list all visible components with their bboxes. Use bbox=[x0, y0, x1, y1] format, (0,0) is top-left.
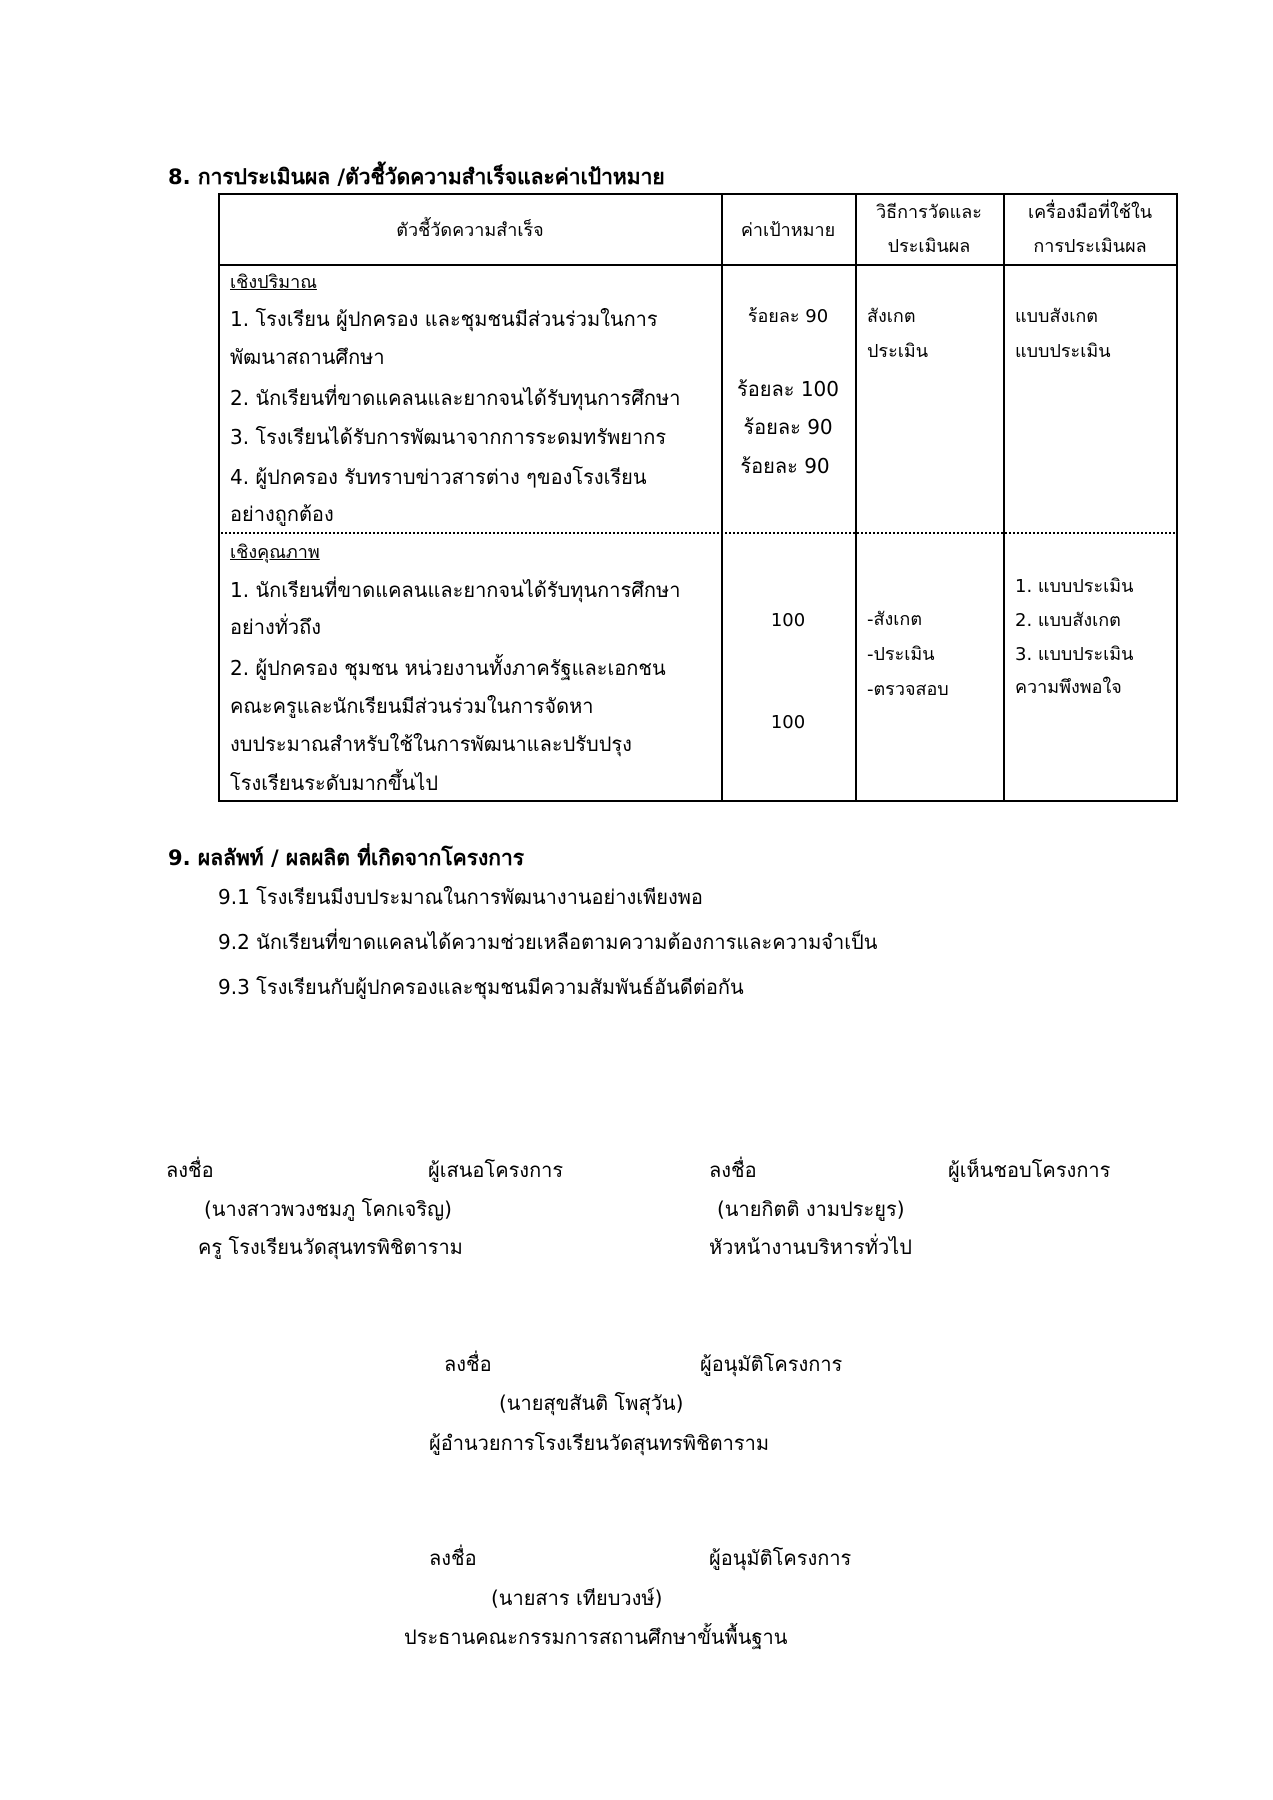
indicator-line: 1. นักเรียนที่ขาดแคลนและยากจนได้รับทุนการศึกษา bbox=[230, 578, 681, 602]
indicator-line: พัฒนาสถานศึกษา bbox=[230, 345, 385, 369]
indicator-line: 2. นักเรียนที่ขาดแคลนและยากจนได้รับทุนการศึกษา bbox=[230, 386, 681, 410]
signer-role: ผู้เสนอโครงการ bbox=[428, 1158, 564, 1182]
col-line bbox=[1176, 193, 1178, 802]
signer-position: หัวหน้างานบริหารทั่วไป bbox=[709, 1235, 912, 1259]
tool-value: 2. แบบสังเกต bbox=[1015, 610, 1121, 631]
header-tools: การประเมินผล bbox=[1033, 236, 1147, 257]
col-line bbox=[855, 193, 857, 802]
signer-position: ประธานคณะกรรมการสถานศึกษาขั้นพื้นฐาน bbox=[404, 1625, 788, 1649]
signer-position: ผู้อำนวยการโรงเรียนวัดสุนทรพิชิตาราม bbox=[429, 1431, 770, 1455]
indicator-line: อย่างถูกต้อง bbox=[230, 502, 334, 526]
section-9-title: 9. ผลลัพท์ / ผลผลิต ที่เกิดจากโครงการ bbox=[168, 846, 525, 870]
header-method: ประเมินผล bbox=[887, 236, 971, 257]
header-divider bbox=[218, 264, 1178, 266]
sign-label: ลงชื่อ bbox=[166, 1158, 214, 1182]
indicator-line: งบประมาณสำหรับใช้ในการพัฒนาและปรับปรุง bbox=[230, 732, 632, 756]
outcome-item: 9.3 โรงเรียนกับผู้ปกครองและชุมชนมีความสัมพันธ์อันดีต่อกัน bbox=[218, 975, 744, 999]
method-value: -ตรวจสอบ bbox=[867, 679, 949, 700]
signer-role: ผู้อนุมัติโครงการ bbox=[700, 1352, 843, 1376]
indicator-line: 2. ผู้ปกครอง ชุมชน หน่วยงานทั้งภาครัฐและเอกชน bbox=[230, 656, 666, 680]
indicator-line: 1. โรงเรียน ผู้ปกครอง และชุมชนมีส่วนร่วมในการ bbox=[230, 307, 658, 331]
indicator-line: คณะครูและนักเรียนมีส่วนร่วมในการจัดหา bbox=[230, 694, 594, 718]
signer-role: ผู้เห็นชอบโครงการ bbox=[948, 1158, 1111, 1182]
section-divider bbox=[218, 532, 1178, 534]
table-border-top bbox=[218, 193, 1178, 195]
target-value: ร้อยละ 90 bbox=[747, 306, 829, 327]
col-line bbox=[1003, 193, 1005, 802]
signer-name: (นายสุขสันติ โพสุวัน) bbox=[499, 1391, 684, 1415]
signer-position: ครู โรงเรียนวัดสุนทรพิชิตาราม bbox=[198, 1235, 463, 1259]
col-line bbox=[218, 193, 220, 802]
target-value: 100 bbox=[770, 610, 806, 631]
method-value: ประเมิน bbox=[867, 341, 929, 362]
outcome-item: 9.2 นักเรียนที่ขาดแคลนได้ความช่วยเหลือตามความต้องการและความจำเป็น bbox=[218, 930, 878, 954]
signer-name: (นายกิตติ งามประยูร) bbox=[717, 1197, 905, 1221]
indicator-line: 4. ผู้ปกครอง รับทราบข่าวสารต่าง ๆของโรงเรียน bbox=[230, 465, 647, 489]
tool-value: ความพึงพอใจ bbox=[1015, 677, 1122, 698]
col-line bbox=[721, 193, 723, 802]
header-target: ค่าเป้าหมาย bbox=[740, 220, 836, 241]
qualitative-label: เชิงคุณภาพ bbox=[230, 542, 320, 563]
method-value: -ประเมิน bbox=[867, 644, 935, 665]
indicator-line: โรงเรียนระดับมากขึ้นไป bbox=[230, 771, 439, 795]
header-indicator: ตัวชี้วัดความสำเร็จ bbox=[396, 220, 544, 241]
tool-value: แบบประเมิน bbox=[1015, 341, 1111, 362]
method-value: สังเกต bbox=[867, 306, 916, 327]
sign-label: ลงชื่อ bbox=[429, 1546, 477, 1570]
sign-label: ลงชื่อ bbox=[709, 1158, 757, 1182]
target-value: ร้อยละ 90 bbox=[743, 415, 833, 439]
signer-name: (นางสาวพวงชมภู โคกเจริญ) bbox=[204, 1197, 452, 1221]
signer-name: (นายสาร เทียบวงษ์) bbox=[491, 1586, 663, 1610]
header-method: วิธีการวัดและ bbox=[876, 202, 982, 223]
indicator-line: อย่างทั่วถึง bbox=[230, 615, 322, 639]
tool-value: แบบสังเกต bbox=[1015, 306, 1098, 327]
indicator-line: 3. โรงเรียนได้รับการพัฒนาจากการระดมทรัพยากร bbox=[230, 425, 667, 449]
target-value: ร้อยละ 100 bbox=[736, 377, 840, 401]
table-border-bottom bbox=[218, 800, 1178, 802]
target-value: ร้อยละ 90 bbox=[740, 454, 830, 478]
method-value: -สังเกต bbox=[867, 609, 923, 630]
section-8-title: 8. การประเมินผล /ตัวชี้วัดความสำเร็จและค่าเป้าหมาย bbox=[168, 165, 665, 189]
quantitative-label: เชิงปริมาณ bbox=[230, 272, 317, 293]
tool-value: 1. แบบประเมิน bbox=[1015, 576, 1134, 597]
tool-value: 3. แบบประเมิน bbox=[1015, 644, 1134, 665]
signer-role: ผู้อนุมัติโครงการ bbox=[709, 1546, 852, 1570]
header-tools: เครื่องมือที่ใช้ใน bbox=[1027, 202, 1153, 223]
sign-label: ลงชื่อ bbox=[444, 1352, 492, 1376]
outcome-item: 9.1 โรงเรียนมีงบประมาณในการพัฒนางานอย่างเพียงพอ bbox=[218, 885, 703, 909]
target-value: 100 bbox=[770, 712, 806, 733]
